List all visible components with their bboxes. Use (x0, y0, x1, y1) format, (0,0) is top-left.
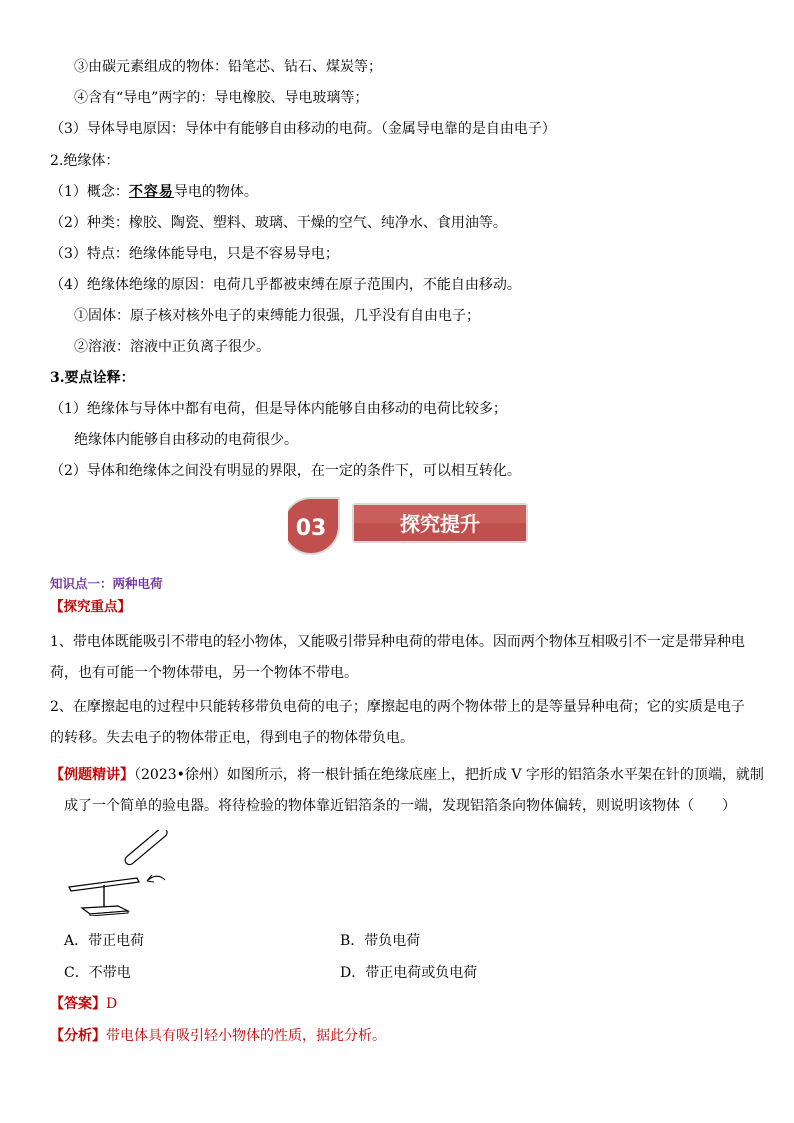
text-line: （1）绝缘体与导体中都有电荷，但是导体内能够自由移动的电荷比较多； (50, 401, 507, 417)
answer-tag: 【答案】 (50, 996, 106, 1012)
text-line: ④含有“导电”两字的：导电橡胶、导电玻璃等； (74, 90, 369, 106)
paragraph-line: 1、带电体既能吸引不带电的轻小物体，又能吸引带异种电荷的带电体。因而两个物体互相吸引不一定是带异种电 (50, 634, 745, 650)
text-line: （3）特点：绝缘体能导电，只是不容易导电； (50, 246, 339, 262)
text-line: （4）绝缘体绝缘的原因：电荷几乎都被束缚在原子范围内，不能自由移动。 (50, 277, 521, 293)
option-b: B．带负电荷 (340, 933, 421, 949)
question-line: 成了一个简单的验电器。将待检验的物体靠近铝箔条的一端，发现铝箔条向物体偏转，则说明该物体（ ） (64, 798, 736, 814)
electroscope-figure (64, 830, 184, 916)
paragraph-line: 荷，也有可能一个物体带电，另一个物体不带电。 (50, 665, 358, 681)
option-d: D．带正电荷或负电荷 (340, 965, 478, 981)
text-line: （2）导体和绝缘体之间没有明显的界限，在一定的条件下，可以相互转化。 (50, 463, 521, 479)
example-tag: 【例题精讲】 (50, 767, 134, 783)
banner-title: 探究提升 (400, 512, 480, 536)
text-line: 绝缘体内能够自由移动的电荷很少。 (74, 432, 298, 448)
knowledge-point-title: 知识点一：两种电荷 (50, 576, 163, 591)
text-line: ③由碳元素组成的物体：铅笔芯、钻石、煤炭等； (74, 59, 382, 75)
answer-line (50, 995, 117, 1013)
text-line: （2）种类：橡胶、陶瓷、塑料、玻璃、干燥的空气、纯净水、食用油等。 (50, 215, 507, 231)
section-banner (288, 493, 533, 555)
analysis-line (50, 1027, 386, 1045)
text-line: （3）导体导电原因：导体中有能够自由移动的电荷。（金属导电靠的是自由电子） (50, 121, 556, 137)
banner-number: 03 (295, 516, 327, 541)
heading: 3.要点诠释： (50, 370, 135, 386)
paragraph-line: 的转移。失去电子的物体带正电，得到电子的物体带负电。 (50, 730, 414, 746)
fill-in-blank: 不容易 (128, 184, 174, 200)
option-a: A．带正电荷 (64, 933, 145, 949)
question-line (50, 766, 764, 784)
option-c: C．不带电 (64, 965, 131, 981)
question-text: （2023•徐州）如图所示，将一根针插在绝缘底座上，把折成 V 字形的铝箔条水平架在针的顶端，就制 (134, 767, 764, 783)
text-segment: 导电的物体。 (173, 184, 258, 200)
answer-value: D (106, 996, 118, 1012)
text-line: ①固体：原子核对核外电子的束缚能力很强，几乎没有自由电子； (74, 308, 480, 324)
analysis-tag: 【分析】 (50, 1028, 106, 1044)
paragraph-line: 2、在摩擦起电的过程中只能转移带负电荷的电子；摩擦起电的两个物体带上的是等量异种电荷；它的实质是电子 (50, 699, 745, 715)
section-tag: 【探究重点】 (50, 599, 131, 615)
heading: 2.绝缘体： (50, 153, 120, 169)
text-line (50, 183, 258, 201)
text-segment: （1）概念： (50, 184, 129, 200)
analysis-text: 带电体具有吸引轻小物体的性质，据此分析。 (106, 1028, 386, 1044)
text-line: ②溶液：溶液中正负离子很少。 (74, 339, 270, 355)
